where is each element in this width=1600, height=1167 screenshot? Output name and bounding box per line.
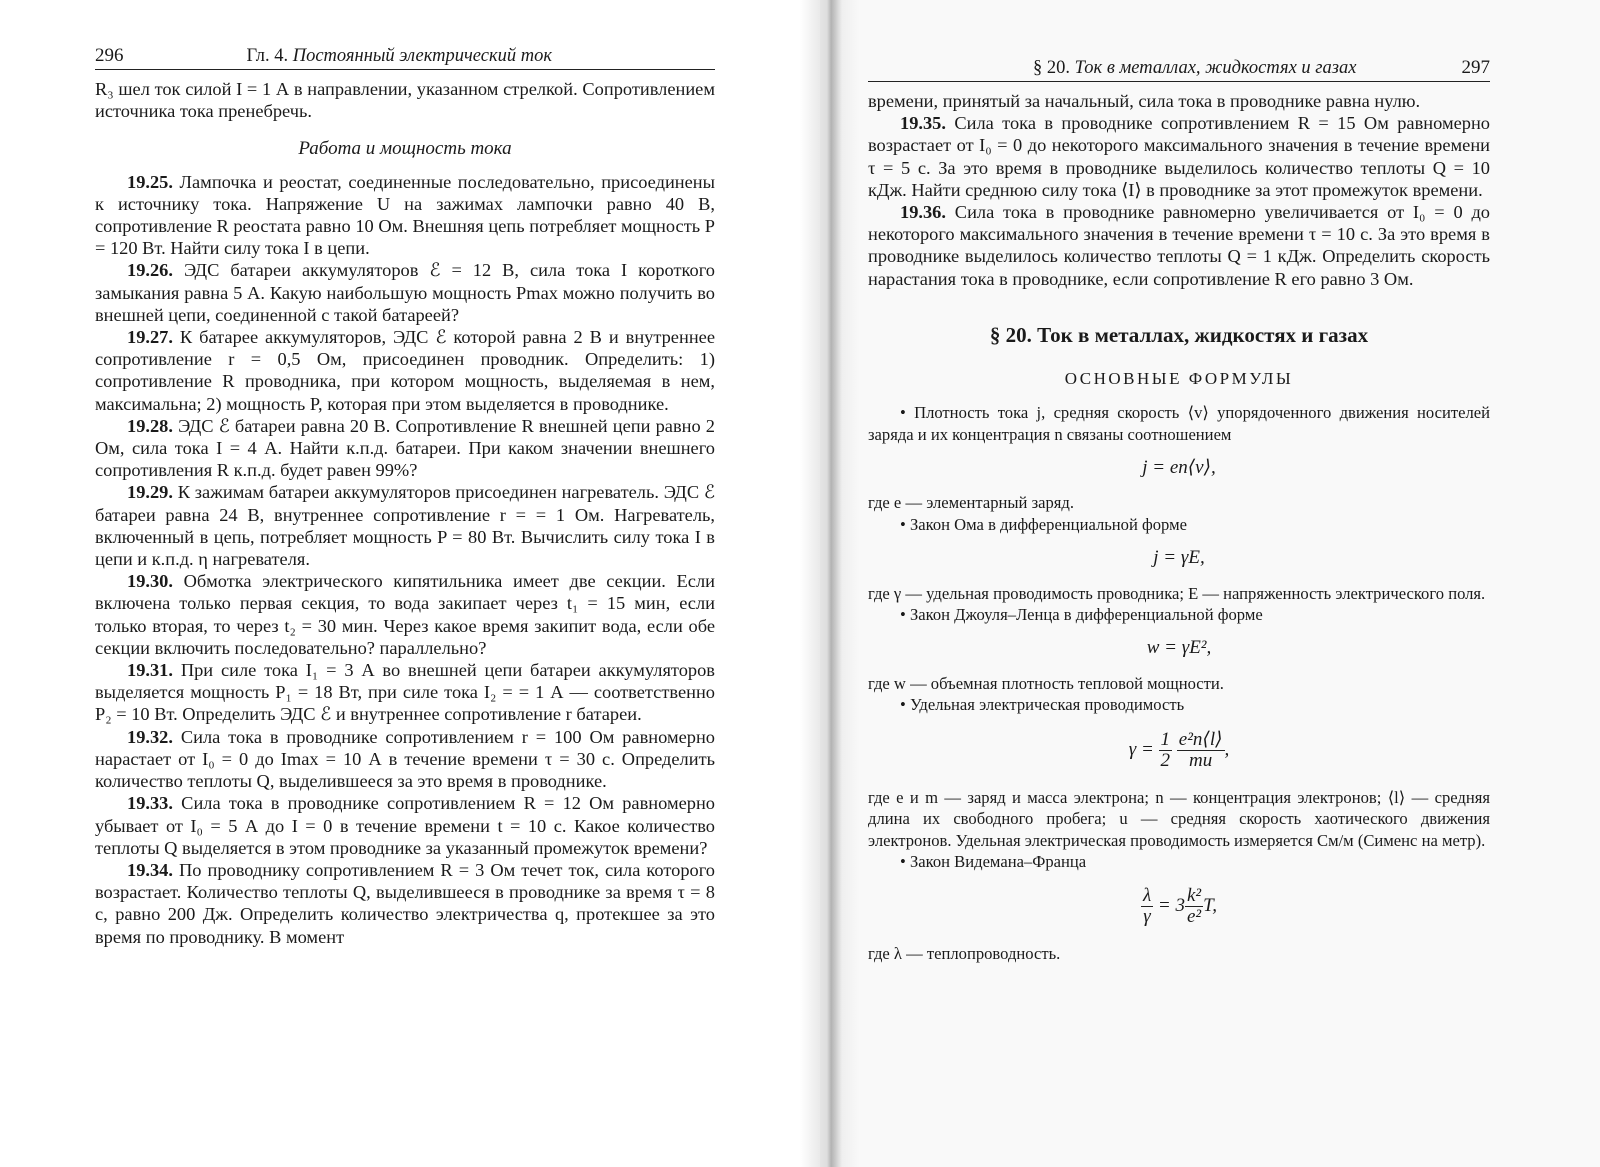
fraction-numerator: k²	[1187, 885, 1202, 907]
formula-equals: = 3	[1157, 895, 1185, 917]
problem-number: 19.26.	[127, 260, 173, 281]
problem-text: Обмотка электрического кипятильника имеет две секции. Если включена только первая секция, то вода закипает через t₁ = 15 мин, если только вторая, то через t₂ = 30 мин. Через какое время закипит вода, если обе секции включить последовательно? параллельно?	[95, 571, 715, 658]
problem-number: 19.28.	[127, 415, 173, 436]
problem-number: 19.27.	[127, 327, 173, 348]
chapter-title: Постоянный электрический ток	[292, 46, 553, 66]
problem-number: 19.35.	[900, 113, 946, 134]
formulas-heading: ОСНОВНЫЕ ФОРМУЛЫ	[1064, 369, 1294, 389]
formula-conductivity	[868, 730, 1490, 771]
problem-number: 19.30.	[127, 571, 173, 592]
right-column	[868, 57, 1490, 965]
problem-text: По проводнику сопротивлением R = 3 Ом течет ток, сила которого возрастает. Количество теплоты Q, выделившееся в проводнике за время τ = 8 с, равно 200 Дж. Определить количество электричества q, протекшее за это время по проводнику. В момент	[95, 859, 715, 947]
right-body	[868, 90, 1490, 965]
problem-number: 19.34.	[127, 859, 173, 880]
formula-note-1: где e — элементарный заряд.	[868, 493, 1075, 513]
left-column	[95, 45, 715, 948]
formula-joule-lenz: w = γE²,	[1146, 637, 1212, 659]
formula-intro-4: • Удельная электрическая проводимость	[900, 695, 1185, 715]
problem-number: 19.36.	[900, 202, 946, 223]
left-body	[95, 78, 715, 948]
problem-19-33	[95, 792, 715, 859]
problem-text: Сила тока в проводнике равномерно увеличивается от I₀ = 0 до некоторого максимального значения в течение времени τ = 10 с. За это время в проводнике выделилось количество теплоты Q = 1 кДж. Определить скорость нарастания тока в проводнике, если сопротивление R его равно 3 Ом.	[868, 202, 1490, 289]
problem-text: ЭДС батареи аккумуляторов ℰ = 12 В, сила тока I короткого замыкания равна 5 А. Какую наибольшую мощность Pmax можно получить во внешней цепи, соединенной с такой батареей?	[95, 260, 715, 325]
problem-number: 19.31.	[127, 660, 173, 681]
problem-19-27	[95, 326, 715, 415]
fraction-denominator: e²	[1187, 906, 1202, 928]
fraction-numerator: 1	[1160, 728, 1171, 750]
problem-19-36	[868, 201, 1490, 290]
formula-wiedemann-franz	[868, 886, 1490, 927]
section-ref: § 20.	[1033, 58, 1071, 78]
fraction-denominator: mu	[1189, 749, 1213, 771]
problem-19-32	[95, 726, 715, 793]
formula-intro-2: • Закон Ома в дифференциальной форме	[900, 514, 1187, 534]
problem-text: ЭДС ℰ батареи равна 20 В. Сопротивление R внешней цепи равно 2 Ом, сила тока I = 4 А. Найти к.п.д. батареи. При каком значении внешнего сопротивления R к.п.д. будет равен 99%?	[95, 415, 715, 481]
formula-intro-1: • Плотность тока j, средняя скорость ⟨v⟩ упорядоченного движения носителей заряда и их концентрация n связаны соотношением	[868, 403, 1490, 444]
problem-19-35	[868, 112, 1490, 201]
carry-over-text: R₃ шел ток силой I = 1 А в направлении, указанном стрелкой. Сопротивлением источника тока пренебречь.	[95, 79, 715, 122]
left-running-head	[95, 45, 715, 70]
problem-19-34	[95, 859, 715, 948]
problem-text: К зажимам батареи аккумуляторов присоединен нагреватель. ЭДС ℰ батареи равна 24 В, внутреннее сопротивление r = = 1 Ом. Нагреватель, включенный в цепь, потребляет мощность P = 80 Вт. Вычислить силу тока I в цепи и к.п.д. η нагревателя.	[95, 482, 715, 570]
formula-current-density: j = en⟨v⟩,	[1142, 457, 1216, 479]
formula-intro-5: • Закон Видемана–Франца	[900, 851, 1087, 871]
carry-over-text: времени, принятый за начальный, сила тока в проводнике равна нулю.	[868, 91, 1421, 111]
problem-text: Сила тока в проводнике сопротивлением r = 100 Ом равномерно нарастает от I₀ = 0 до Imax = 10 А в течение времени τ = 30 с. Определить количество теплоты Q, выделившееся за это время в проводнике.	[95, 726, 715, 792]
book-gutter-shadow	[800, 0, 860, 1167]
formula-tail: T,	[1203, 895, 1218, 917]
formula-ohm-differential: j = γE,	[1153, 547, 1205, 569]
section-running-title: Ток в металлах, жидкостях и газах	[1074, 58, 1357, 78]
section-header	[1033, 58, 1356, 79]
problem-19-26	[95, 259, 715, 326]
chapter-header	[246, 46, 552, 67]
fraction-denominator: γ	[1143, 906, 1151, 928]
section-heading: § 20. Ток в металлах, жидкостях и газах	[989, 322, 1369, 347]
fraction-main	[1185, 886, 1203, 927]
fraction-denominator: 2	[1160, 749, 1171, 771]
formula-tail: ,	[1224, 738, 1230, 760]
right-page	[820, 0, 1600, 1167]
problem-text: Сила тока в проводнике сопротивлением R = 12 Ом равномерно убывает от I₀ = 5 А до I = 0 в течение времени t = 10 с. Какое количество теплоты Q выделяется в этом проводнике за указанный промежуток времени?	[95, 793, 716, 858]
fraction-lhs	[1141, 886, 1153, 927]
formula-note-5: где λ — теплопроводность.	[868, 944, 1061, 964]
formula-intro-3: • Закон Джоуля–Ленца в дифференциальной форме	[900, 605, 1263, 625]
problem-text: Сила тока в проводнике сопротивлением R = 15 Ом равномерно возрастает от I₀ = 0 до некоторого максимального значения в течение времени τ = 5 с. За это время в проводнике выделилось количество теплоты Q = 10 кДж. Найти среднюю силу тока ⟨I⟩ в проводнике за этот промежуток времени.	[868, 113, 1490, 200]
fraction-numerator: λ	[1142, 885, 1152, 907]
subheading: Работа и мощность тока	[298, 138, 512, 160]
problem-19-30	[95, 570, 715, 659]
chapter-prefix: Гл. 4.	[246, 46, 289, 66]
formula-note-4: где e и m — заряд и масса электрона; n — концентрация электронов; ⟨l⟩ — средняя длина их свободного пробега; u — средняя скорость хаотического движения электронов. Удельная электрическая проводимость измеряется См/м (Сименс на метр).	[868, 787, 1490, 850]
fraction-main	[1177, 730, 1225, 771]
right-page-number: 297	[1461, 57, 1490, 78]
problem-number: 19.25.	[127, 171, 173, 192]
left-page-number: 296	[95, 45, 124, 66]
problem-number: 19.32.	[127, 726, 173, 747]
problem-text: К батарее аккумуляторов, ЭДС ℰ которой равна 2 В и внутреннее сопротивление r = 0,5 Ом, присоединен проводник. Определить: 1) сопротивление R проводника, при котором мощность, выделяемая в нем, максимальна; 2) мощность P, которая при этом выделяется в проводнике.	[95, 327, 715, 414]
problem-text: Лампочка и реостат, соединенные последовательно, присоединены к источнику тока. Напряжение U на зажимах лампочки равно 40 В, сопротивление R реостата равно 10 Ом. Внешняя цепь потребляет мощность P = 120 Вт. Найти силу тока I в цепи.	[95, 171, 715, 259]
formula-note-2: где γ — удельная проводимость проводника; E — напряженность электрического поля.	[868, 583, 1486, 603]
formula-lhs: γ =	[1128, 738, 1154, 760]
problem-19-29	[95, 481, 715, 570]
problem-text: При силе тока I₁ = 3 А во внешней цепи батареи аккумуляторов выделяется мощность P₁ = 18 Вт, при силе тока I₂ = = 1 А — соответственно P₂ = 10 Вт. Определить ЭДС ℰ и внутреннее сопротивление r батареи.	[95, 660, 715, 725]
problem-19-31	[95, 659, 715, 726]
right-running-head	[868, 57, 1490, 82]
formula-note-3: где w — объемная плотность тепловой мощности.	[868, 673, 1224, 693]
fraction-coefficient	[1159, 730, 1173, 771]
problem-number: 19.33.	[127, 793, 173, 814]
problem-19-25	[95, 171, 715, 260]
fraction-numerator: e²n⟨l⟩	[1178, 728, 1223, 750]
problem-number: 19.29.	[127, 482, 173, 503]
problem-19-28	[95, 415, 715, 482]
